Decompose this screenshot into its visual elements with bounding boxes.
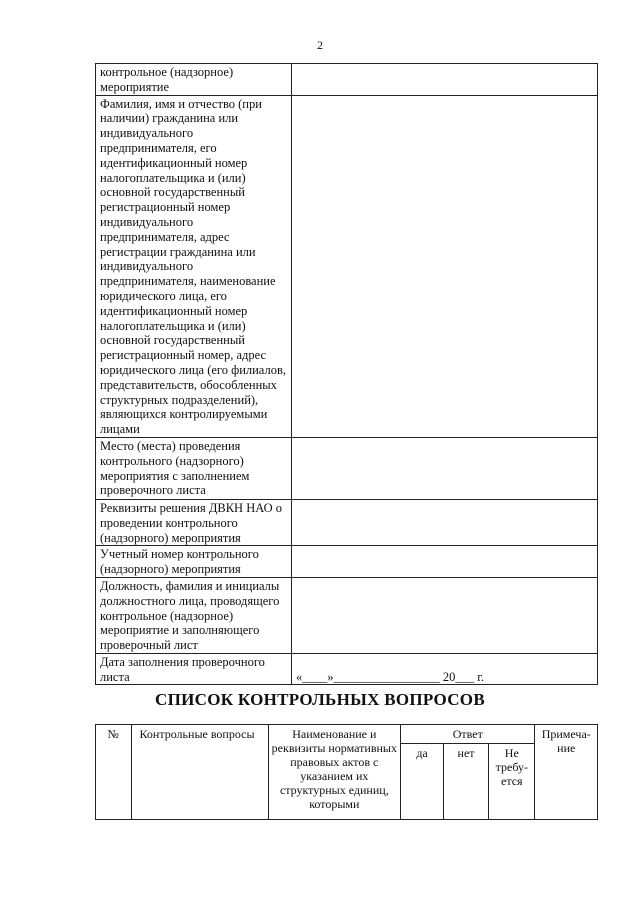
section-title: СПИСОК КОНТРОЛЬНЫХ ВОПРОСОВ xyxy=(155,690,485,709)
info-value xyxy=(291,653,597,685)
info-value xyxy=(291,437,597,499)
header-answer-no: нет xyxy=(443,744,488,820)
info-value xyxy=(291,546,597,578)
info-label: Дата заполнения проверочного листа xyxy=(96,653,292,685)
header-answer-yes: да xyxy=(401,744,444,820)
info-value xyxy=(291,95,597,437)
info-row xyxy=(96,437,598,499)
info-row xyxy=(96,577,598,653)
header-answer: Ответ xyxy=(401,725,535,744)
header-note: Примеча-ние xyxy=(535,725,598,820)
info-label: Фамилия, имя и отчество (при наличии) гражданина или индивидуального предпринимателя, его идентификационный номер налогоплательщика и (или) основной государственный регистрационный номер индивидуального предпринимателя, адрес регистрации гражданина или индивидуального предпринимателя, наименование юридического лица, его идентификационный номер налогоплательщика и (или) основной государственный регистрационный номер, адрес юридического лица (его филиалов, представительств, обособленных структурных подразделений), являющихся контролируемыми лицами xyxy=(96,95,292,437)
header-questions: Контрольные вопросы xyxy=(131,725,268,820)
page-number: 2 xyxy=(317,38,323,52)
header-row xyxy=(96,725,598,744)
date-fill-line: «____»_________________ 20___ г. xyxy=(295,669,485,684)
info-label: Место (места) проведения контрольного (надзорного) мероприятия с заполнением проверочного листа xyxy=(96,437,292,499)
info-value xyxy=(291,499,597,545)
info-row xyxy=(96,653,598,685)
info-value xyxy=(291,577,597,653)
info-label: Должность, фамилия и инициалы должностного лица, проводящего контрольное (надзорное) мероприятие и заполняющего проверочный лист xyxy=(96,577,292,653)
header-number: № xyxy=(96,725,132,820)
info-label: Учетный номер контрольного (надзорного) мероприятия xyxy=(96,546,292,578)
info-label: Реквизиты решения ДВКН НАО о проведении контрольного (надзорного) мероприятия xyxy=(96,499,292,545)
header-answer-not-required: Не требу-ется xyxy=(489,744,535,820)
info-row xyxy=(96,499,598,545)
info-row xyxy=(96,95,598,437)
inspection-info-table xyxy=(95,63,598,685)
info-label: контрольное (надзорное) мероприятие xyxy=(96,64,292,96)
control-questions-table xyxy=(95,724,598,820)
info-value xyxy=(291,64,597,96)
info-row xyxy=(96,546,598,578)
header-legal-acts: Наименование и реквизиты нормативных правовых актов с указанием их структурных единиц, которыми xyxy=(268,725,401,820)
info-row xyxy=(96,64,598,96)
